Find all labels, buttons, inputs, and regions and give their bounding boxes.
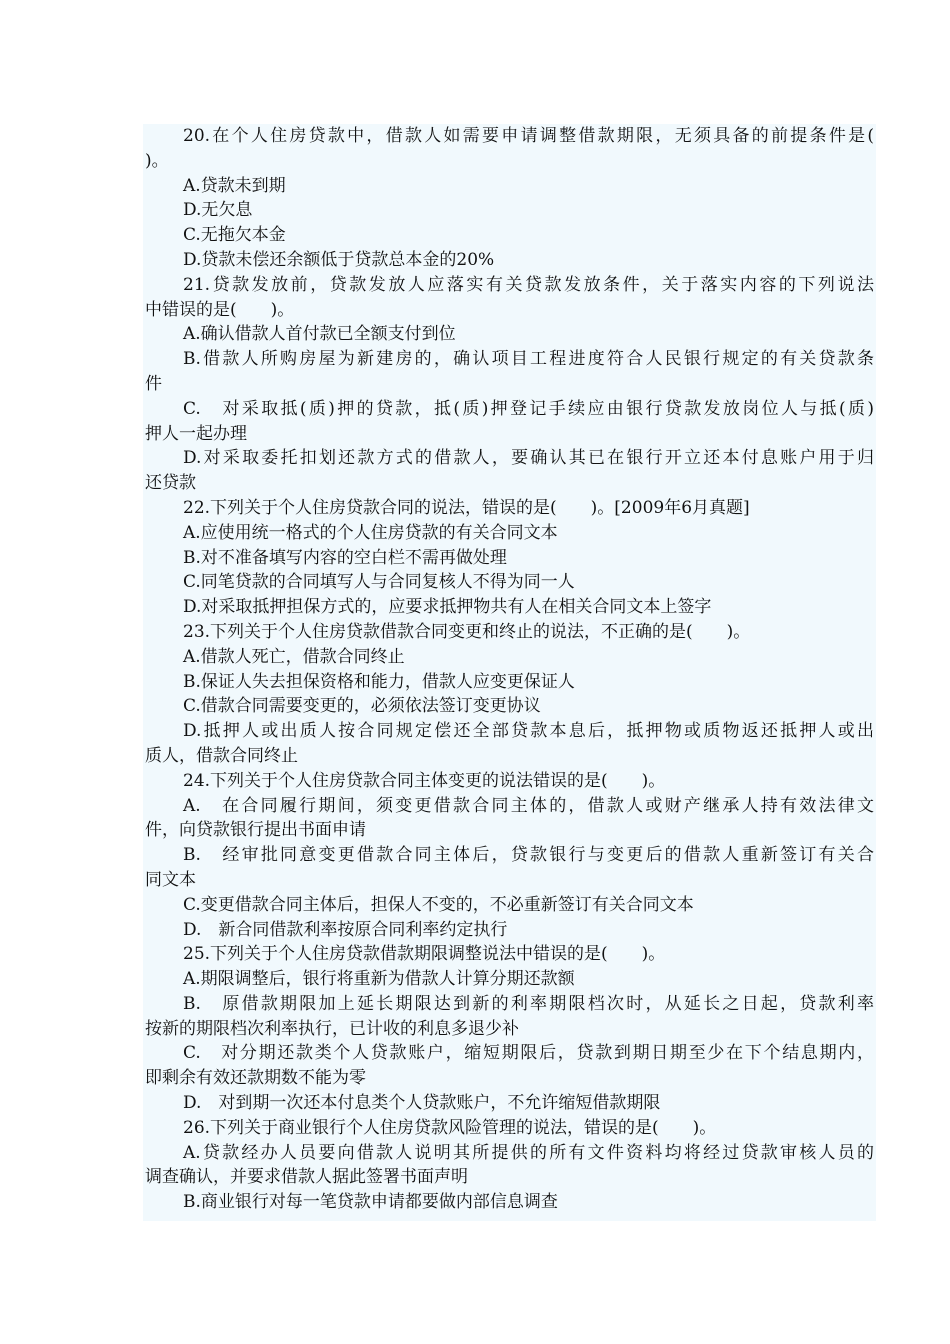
text-line: 件，向贷款银行提出书面申请 — [145, 820, 366, 841]
text-line: 24.下列关于个人住房贷款合同主体变更的说法错误的是( )。 — [183, 770, 666, 791]
text-line: 即剩余有效还款期数不能为零 — [145, 1068, 366, 1089]
text-line: A.应使用统一格式的个人住房贷款的有关合同文本 — [183, 522, 558, 543]
text-line: C.借款合同需要变更的，必须依法签订变更协议 — [183, 696, 541, 717]
text-line: 同文本 — [145, 869, 196, 890]
text-line: A.确认借款人首付款已全额支付到位 — [183, 324, 456, 345]
text-line: D.无欠息 — [183, 200, 253, 221]
text-line: A.贷款未到期 — [183, 175, 286, 196]
text-line: 押人一起办理 — [145, 423, 247, 444]
text-line: 22.下列关于个人住房贷款合同的说法，错误的是( )。[2009年6月真题] — [183, 497, 750, 518]
text-line: )。 — [145, 150, 169, 171]
text-line: 23.下列关于个人住房贷款借款合同变更和终止的说法，不正确的是( )。 — [183, 621, 751, 642]
text-line: B.对不准备填写内容的空白栏不需再做处理 — [183, 547, 507, 568]
text-line: B.借款人所购房屋为新建房的，确认项目工程进度符合人民银行规定的有关贷款条 — [183, 349, 874, 370]
text-line: 按新的期限档次利率执行，已计收的利息多退少补 — [145, 1018, 519, 1039]
text-line: B. 原借款期限加上延长期限达到新的利率期限档次时，从延长之日起，贷款利率 — [183, 993, 874, 1014]
text-line: B.商业银行对每一笔贷款申请都要做内部信息调查 — [183, 1192, 558, 1213]
text-line: B.保证人失去担保资格和能力，借款人应变更保证人 — [183, 671, 575, 692]
text-line: 26.下列关于商业银行个人住房贷款风险管理的说法，错误的是( )。 — [183, 1117, 717, 1138]
text-line: C. 对分期还款类个人贷款账户，缩短期限后，贷款到期日期至少在下个结息期内， — [183, 1043, 874, 1064]
text-line: C.同笔贷款的合同填写人与合同复核人不得为同一人 — [183, 572, 575, 593]
text-line: 20.在个人住房贷款中，借款人如需要申请调整借款期限，无须具备的前提条件是( — [183, 126, 874, 146]
text-line: D. 对到期一次还本付息类个人贷款账户，不允许缩短借款期限 — [183, 1093, 661, 1114]
text-line: 21.贷款发放前，贷款发放人应落实有关贷款发放条件，关于落实内容的下列说法 — [183, 274, 874, 295]
text-line: D.对采取抵押担保方式的，应要求抵押物共有人在相关合同文本上签字 — [183, 597, 712, 618]
text-line: A.贷款经办人员要向借款人说明其所提供的所有文件资料均将经过贷款审核人员的 — [183, 1142, 874, 1163]
text-line: D.抵押人或出质人按合同规定偿还全部贷款本息后，抵押物或质物返还抵押人或出 — [183, 721, 874, 742]
text-line: D.对采取委托扣划还款方式的借款人，要确认其已在银行开立还本付息账户用于归 — [183, 448, 874, 469]
text-line: C. 对采取抵(质)押的贷款，抵(质)押登记手续应由银行贷款发放岗位人与抵(质) — [183, 398, 874, 419]
text-line: 还贷款 — [145, 473, 196, 494]
text-line: C.无拖欠本金 — [183, 225, 286, 246]
text-line: 件 — [145, 373, 162, 394]
text-line: 调查确认，并要求借款人据此签署书面声明 — [145, 1167, 468, 1188]
document-body — [145, 124, 874, 1215]
text-line: C.变更借款合同主体后，担保人不变的，不必重新签订有关合同文本 — [183, 894, 694, 915]
text-line: D.贷款未偿还余额低于贷款总本金的20% — [183, 249, 495, 270]
text-line: 质人，借款合同终止 — [145, 745, 298, 766]
text-line: A. 在合同履行期间，须变更借款合同主体的，借款人或财产继承人持有效法律文 — [183, 795, 874, 816]
text-line: A.借款人死亡，借款合同终止 — [183, 646, 405, 667]
text-line: 25.下列关于个人住房贷款借款期限调整说法中错误的是( )。 — [183, 944, 666, 965]
text-line: A.期限调整后，银行将重新为借款人计算分期还款额 — [183, 969, 575, 990]
text-line: D. 新合同借款利率按原合同利率约定执行 — [183, 919, 508, 940]
text-line: B. 经审批同意变更借款合同主体后，贷款银行与变更后的借款人重新签订有关合 — [183, 845, 874, 866]
text-line: 中错误的是( )。 — [145, 299, 295, 320]
